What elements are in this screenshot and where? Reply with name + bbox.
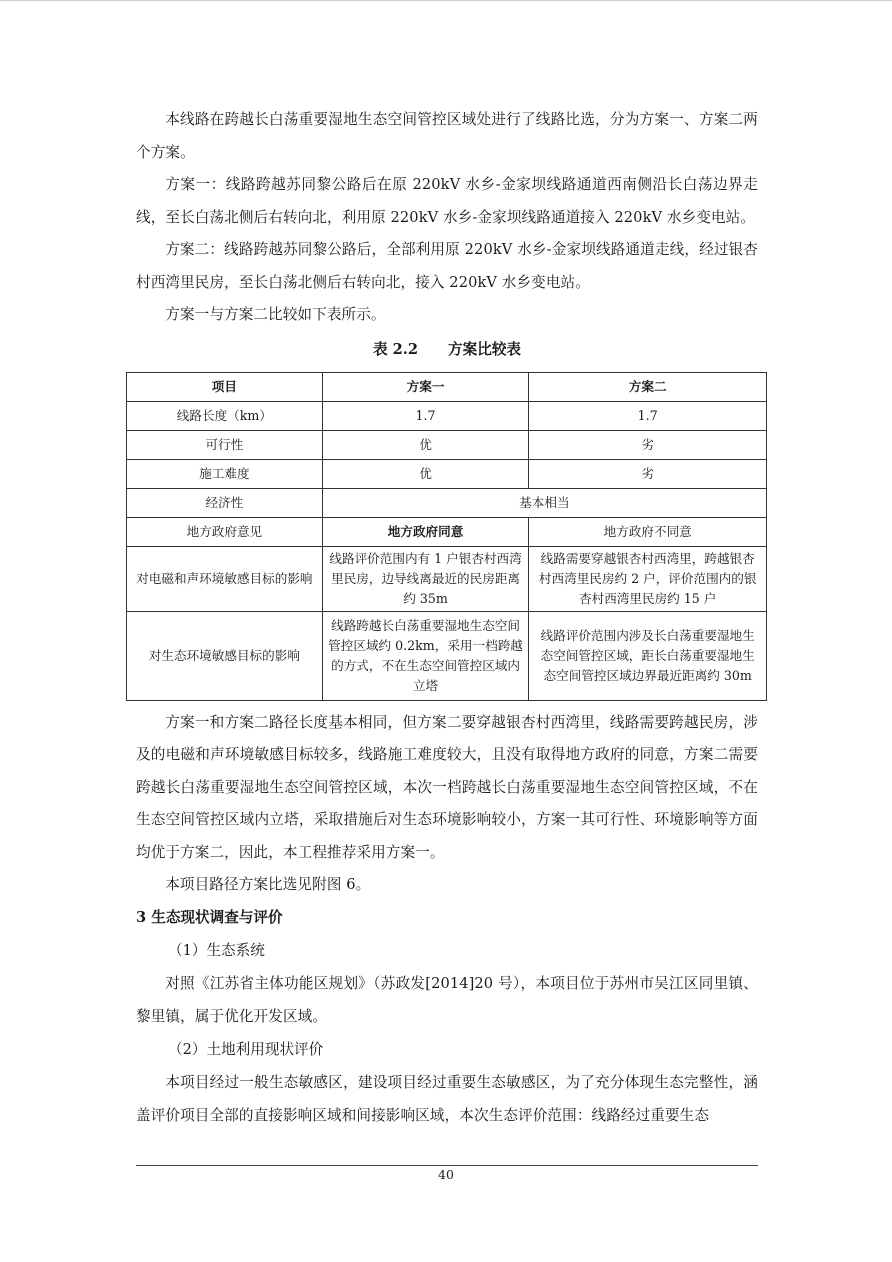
table-header-row bbox=[127, 372, 767, 401]
table-caption-title: 方案比较表 bbox=[448, 340, 522, 358]
table-caption bbox=[136, 338, 758, 362]
subsection-heading: （2）土地利用现状评价 bbox=[168, 1041, 324, 1058]
cell-plan2: 1.7 bbox=[529, 401, 767, 430]
cell-plan2: 劣 bbox=[529, 430, 767, 459]
land-use-paragraph: 本项目经过一般生态敏感区，建设项目经过重要生态敏感区，为了充分体现生态完整性，涵盖评价项目全部的直接影响区域和间接影响区域，本次生态评价范围：线路经过重要生态 bbox=[136, 1074, 758, 1124]
page-number: 40 bbox=[438, 1167, 454, 1182]
table-row bbox=[127, 611, 767, 700]
row-label: 对生态环境敏感目标的影响 bbox=[127, 611, 323, 700]
header-plan1: 方案一 bbox=[322, 372, 529, 401]
intro-paragraph-plan1: 方案一：线路跨越苏同黎公路后在原 220kV 水乡-金家坝线路通道西南侧沿长白荡边界走线，至长白荡北侧后右转向北，利用原 220kV 水乡-金家坝线路通道接入 220kV 水乡变电站。 bbox=[136, 176, 758, 226]
table-row bbox=[127, 488, 767, 517]
page-body bbox=[136, 104, 758, 1132]
conclusion-paragraph: 方案一和方案二路径长度基本相同，但方案二要穿越银杏村西湾里，线路需要跨越民房，涉及的电磁和声环境敏感目标较多，线路施工难度较大，且没有取得地方政府的同意，方案二需要跨越长白荡重要湿地生态空间管控区域，本次一档跨越长白荡重要湿地生态空间管控区域，不在生态空间管控区域内立塔，采取措施后对生态环境影响较小，方案一其可行性、环境影响等方面均优于方案二，因此，本工程推荐采用方案一。 bbox=[136, 713, 758, 861]
subsection-heading: （1）生态系统 bbox=[168, 942, 265, 959]
section-heading: 3 生态现状调查与评价 bbox=[136, 908, 283, 926]
row-label: 地方政府意见 bbox=[127, 517, 323, 546]
comparison-table bbox=[126, 372, 767, 701]
cell-plan2: 线路需要穿越银杏村西湾里，跨越银杏村西湾里民房约 2 户，评价范围内的银杏村西湾里民房约 15 户 bbox=[529, 546, 767, 611]
cell-plan1: 优 bbox=[322, 459, 529, 488]
table-row bbox=[127, 459, 767, 488]
table-row bbox=[127, 401, 767, 430]
row-label: 线路长度（km） bbox=[127, 401, 323, 430]
cell-plan1: 线路跨越长白荡重要湿地生态空间管控区域约 0.2km，采用一档跨越的方式，不在生态空间管控区域内立塔 bbox=[322, 611, 529, 700]
cell-plan1: 地方政府同意 bbox=[322, 517, 529, 546]
row-label: 对电磁和声环境敏感目标的影响 bbox=[127, 546, 323, 611]
cell-plan1: 1.7 bbox=[322, 401, 529, 430]
header-plan2: 方案二 bbox=[529, 372, 767, 401]
cell-merged: 基本相当 bbox=[322, 488, 766, 517]
header-item: 项目 bbox=[127, 372, 323, 401]
table-row bbox=[127, 517, 767, 546]
cell-plan1: 优 bbox=[322, 430, 529, 459]
ecosystem-paragraph: 对照《江苏省主体功能区规划》（苏政发[2014]20 号），本项目位于苏州市吴江区同里镇、黎里镇，属于优化开发区域。 bbox=[136, 975, 758, 1025]
cell-plan2: 线路评价范围内涉及长白荡重要湿地生态空间管控区域，距长白荡重要湿地生态空间管控区域边界最近距离约 30m bbox=[529, 611, 767, 700]
top-border bbox=[0, 0, 892, 1]
table-row bbox=[127, 430, 767, 459]
cell-plan1: 线路评价范围内有 1 户银杏村西湾里民房，边导线离最近的民房距离约 35m bbox=[322, 546, 529, 611]
intro-paragraph-1: 本线路在跨越长白荡重要湿地生态空间管控区域处进行了线路比选，分为方案一、方案二两个方案。 bbox=[136, 111, 758, 161]
table-caption-number: 表 2.2 bbox=[372, 340, 419, 358]
intro-paragraph-plan2: 方案二：线路跨越苏同黎公路后，全部利用原 220kV 水乡-金家坝线路通道走线，经过银杏村西湾里民房，至长白荡北侧后右转向北，接入 220kV 水乡变电站。 bbox=[136, 241, 758, 291]
row-label: 经济性 bbox=[127, 488, 323, 517]
cell-plan2: 劣 bbox=[529, 459, 767, 488]
table-row bbox=[127, 546, 767, 611]
cell-plan2: 地方政府不同意 bbox=[529, 517, 767, 546]
intro-paragraph-compare: 方案一与方案二比较如下表所示。 bbox=[165, 306, 386, 323]
row-label: 可行性 bbox=[127, 430, 323, 459]
figure-reference: 本项目路径方案比选见附图 6。 bbox=[165, 876, 371, 893]
conclusion-block bbox=[136, 707, 758, 902]
row-label: 施工难度 bbox=[127, 459, 323, 488]
